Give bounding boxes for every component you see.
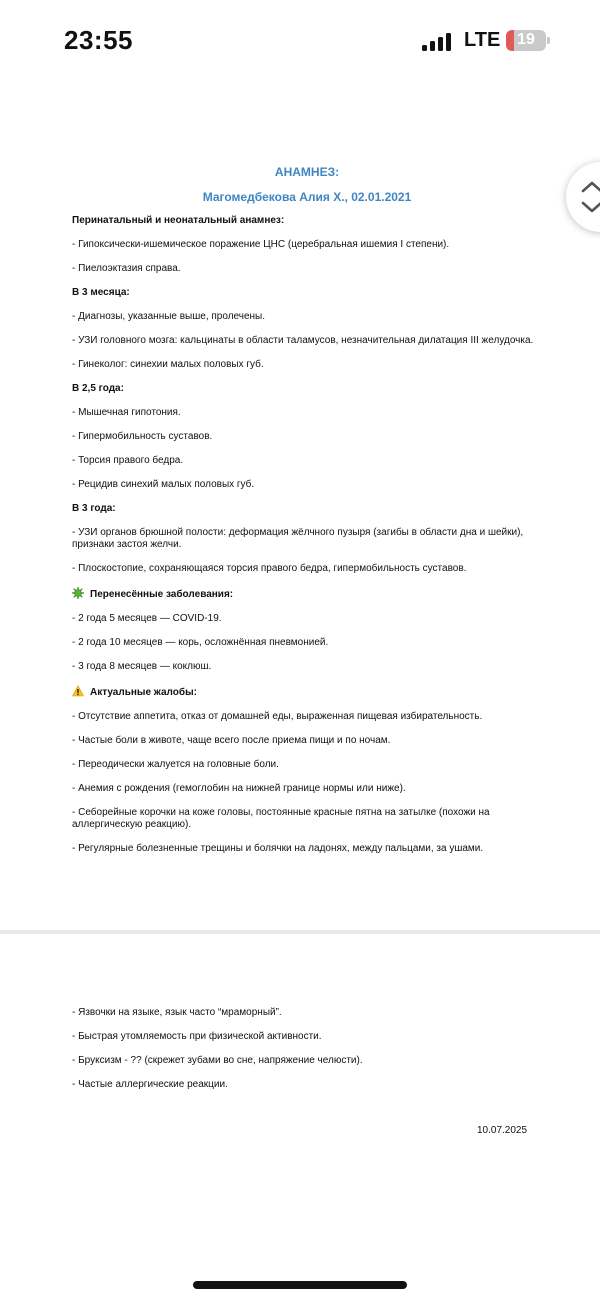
section-heading [72,215,542,227]
list-item: - Переодически жалуется на головные боли. [72,759,279,770]
battery-level: 19 [517,31,535,48]
document-sections [72,215,542,855]
status-bar [0,0,600,80]
scroll-control[interactable] [566,162,600,232]
list-item: - Торсия правого бедра. [72,455,184,466]
section-heading-text: Перенесённые заболевания: [90,589,234,600]
list-item: - 3 года 8 месяцев — коклюш. [72,661,212,672]
section-heading [72,587,542,601]
virus-icon [72,587,84,599]
section-heading [72,503,542,515]
section-heading-text: В 3 месяца: [72,287,130,298]
page-separator [0,930,600,934]
battery-cap [547,37,550,44]
list-item: - Пиелоэктазия справа. [72,263,181,274]
list-item: - 2 года 5 месяцев — COVID-19. [72,613,222,624]
document-page-2 [72,1007,542,1103]
section-heading-text: В 3 года: [72,503,116,514]
list-item: - Диагнозы, указанные выше, пролечены. [72,311,266,322]
list-item: - УЗИ органов брюшной полости: деформация жёлчного пузыря (загибы в области дна и шейки), признаки застоя желчи. [72,527,524,550]
list-item: - Плоскостопие, сохраняющаяся торсия правого бедра, гипермобильность суставов. [72,563,467,574]
scroll-up-down-icon [580,177,600,217]
section-heading-text: В 2,5 года: [72,383,124,394]
list-item: - Частые боли в животе, чаще всего после приема пищи и по ночам. [72,735,391,746]
section-heading [72,287,542,299]
list-item: - Гинеколог: синехии малых половых губ. [72,359,264,370]
network-type: LTE [464,29,501,51]
section-heading [72,685,542,699]
document-title: АНАМНЕЗ: [274,165,340,179]
document-page-1 [72,166,542,867]
list-item: - Быстрая утомляемость при физической активности. [72,1031,322,1042]
section-heading-text: Перинатальный и неонатальный анамнез: [72,215,285,226]
section-heading [72,383,542,395]
battery-icon [506,30,546,51]
list-item: - УЗИ головного мозга: кальцинаты в области таламусов, незначительная дилатация III желудочка. [72,335,534,346]
list-item: - Мышечная гипотония. [72,407,181,418]
document-date: 10.07.2025 [477,1125,528,1136]
list-item: - Гипермобильность суставов. [72,431,213,442]
list-item: - Отсутствие аппетита, отказ от домашней еды, выраженная пищевая избирательность. [72,711,483,722]
status-time: 23:55 [64,25,133,55]
list-item: - Гипоксически-ишемическое поражение ЦНС (церебральная ишемия I степени). [72,239,450,250]
list-item: - Рецидив синехий малых половых губ. [72,479,255,490]
list-item: - Анемия с рождения (гемоглобин на нижней границе нормы или ниже). [72,783,406,794]
cellular-signal-icon [422,33,452,51]
home-indicator[interactable] [193,1281,407,1289]
list-item: - Регулярные болезненные трещины и болячки на ладонях, между пальцами, за ушами. [72,843,484,854]
list-item: - Бруксизм - ?? (скрежет зубами во сне, напряжение челюсти). [72,1055,363,1066]
section-heading-text: Актуальные жалобы: [90,687,197,698]
list-item: - Язвочки на языке, язык часто “мраморный”. [72,1007,282,1018]
patient-name-date: Магомедбекова Алия Х., 02.01.2021 [202,190,412,204]
list-item: - 2 года 10 месяцев — корь, осложнённая пневмонией. [72,637,329,648]
warning-icon [72,685,84,697]
list-item: - Частые аллергические реакции. [72,1079,228,1090]
list-item: - Себорейные корочки на коже головы, постоянные красные пятна на затылке (похожи на аллергическую реакцию). [72,807,490,830]
